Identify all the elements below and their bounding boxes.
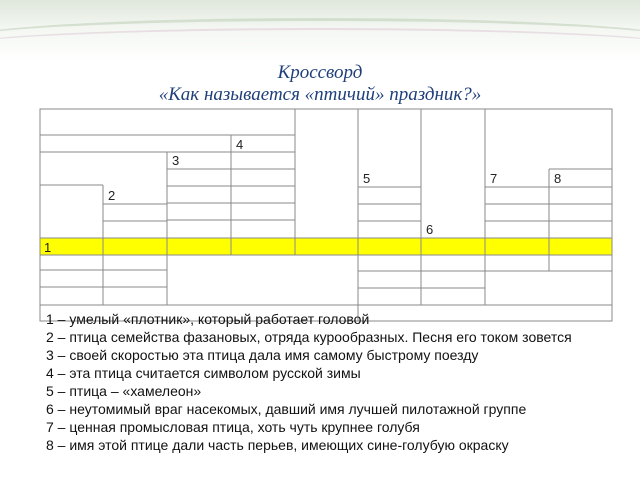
clue-2: 2 – птица семейства фазановых, отряда курообразных. Песня его током зовется	[46, 329, 572, 345]
number-6: 6	[426, 222, 434, 237]
number-4: 4	[236, 137, 244, 152]
clue-list	[46, 310, 636, 454]
number-1: 1	[44, 240, 52, 255]
number-7: 7	[490, 171, 498, 186]
number-2: 2	[108, 188, 116, 203]
clue-1: 1 – умелый «плотник», который работает головой	[46, 311, 370, 327]
number-3: 3	[172, 153, 180, 168]
clue-5: 5 – птица – «хамелеон»	[46, 383, 202, 399]
keyword-row-highlight	[40, 238, 612, 255]
page-subtitle: «Как называется «птичий» праздник?»	[158, 84, 482, 105]
clue-4: 4 – эта птица считается символом русской зимы	[46, 365, 361, 381]
clue-7: 7 – ценная промысловая птица, хоть чуть крупнее голубя	[46, 419, 420, 435]
grid-lines	[40, 109, 612, 321]
number-8: 8	[554, 171, 562, 186]
number-5: 5	[363, 171, 371, 186]
clue-numbers	[44, 137, 561, 255]
page-title: Кроссворд	[277, 62, 363, 83]
clue-3: 3 – своей скоростью эта птица дала имя самому быстрому поезду	[46, 347, 479, 363]
clue-8: 8 – имя этой птице дали часть перьев, имеющих сине-голубую окраску	[46, 437, 509, 453]
clue-6: 6 – неутомимый враг насекомых, давший имя лучшей пилотажной группе	[46, 401, 527, 417]
